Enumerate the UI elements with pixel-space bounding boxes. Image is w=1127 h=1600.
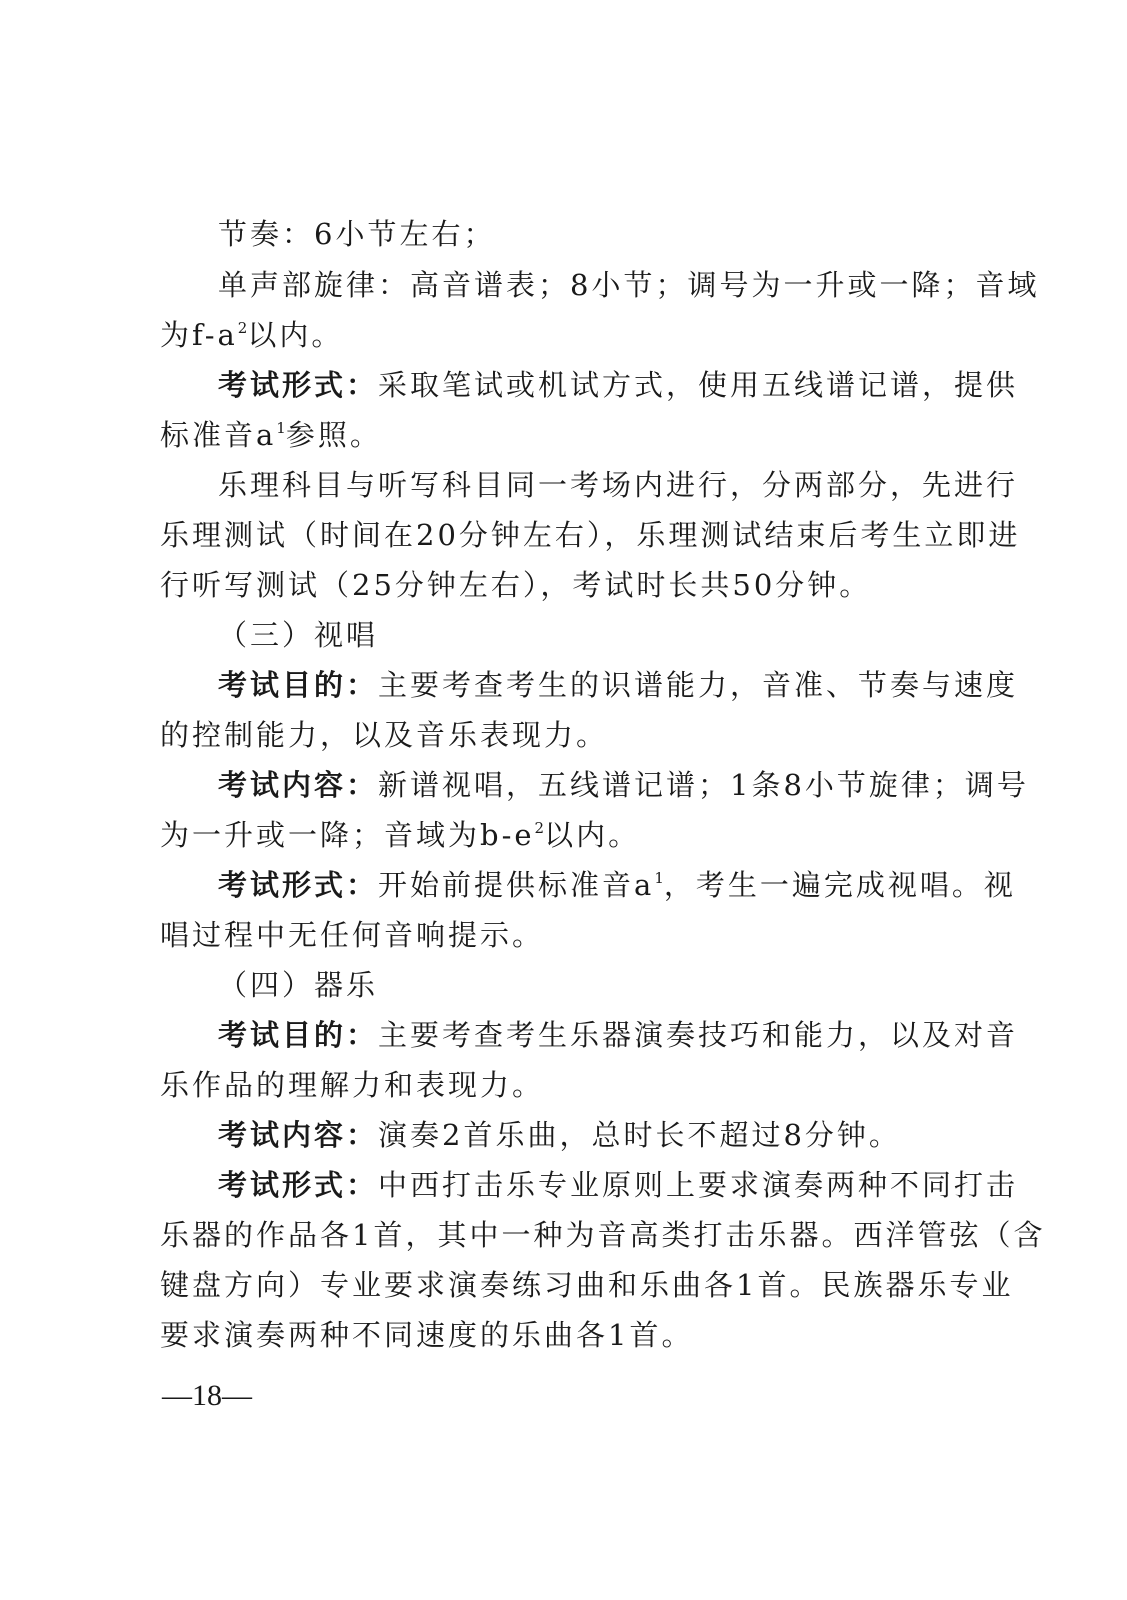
dictation-form-suffix: 参照。 (285, 418, 382, 452)
dictation-form-line-2 (160, 417, 950, 453)
sight-singing-form-line-2: 唱过程中无任何音响提示。 (160, 918, 545, 952)
instrumental-purpose-line-2: 乐作品的理解力和表现力。 (160, 1068, 545, 1102)
instrumental-form-line-4: 要求演奏两种不同速度的乐曲各1首。 (160, 1318, 694, 1352)
instrumental-purpose-text: 主要考查考生乐器演奏技巧和能力，以及对音 (378, 1018, 1019, 1052)
sight-singing-form-superscript: 1 (654, 869, 664, 887)
page-number: —18— (162, 1379, 252, 1412)
section-heading-instrumental: （四）器乐 (218, 968, 379, 1002)
instrumental-form-line-3: 键盘方向）专业要求演奏练习曲和乐曲各1首。民族器乐专业 (160, 1268, 1014, 1302)
sight-singing-range-text: 为一升或一降；音域为b-e (160, 818, 535, 852)
dictation-form-label: 考试形式： (218, 368, 379, 402)
dictation-form-text: 采取笔试或机试方式，使用五线谱记谱，提供 (378, 368, 1019, 402)
rhythm-line: 节奏：6小节左右； (218, 217, 496, 251)
sight-singing-purpose-line-1 (218, 667, 1019, 703)
sight-singing-content-label: 考试内容： (218, 768, 379, 802)
arrangement-line-3: 行听写测试（25分钟左右），考试时长共50分钟。 (160, 568, 872, 602)
melody-line-2 (160, 317, 950, 353)
melody-range-text: 为f-a (160, 318, 238, 352)
sight-singing-purpose-label: 考试目的： (218, 668, 379, 702)
arrangement-line-1: 乐理科目与听写科目同一考场内进行，分两部分，先进行 (218, 468, 1019, 502)
instrumental-form-line-1 (218, 1167, 1019, 1203)
sight-singing-form-suffix: ，考生一遍完成视唱。视 (663, 868, 1016, 902)
melody-range-suffix: 以内。 (247, 318, 344, 352)
sight-singing-purpose-text: 主要考查考生的识谱能力，音准、节奏与速度 (378, 668, 1019, 702)
melody-range-superscript: 2 (237, 319, 248, 337)
instrumental-purpose-label: 考试目的： (218, 1018, 379, 1052)
sight-singing-form-line-1 (218, 867, 1016, 903)
instrumental-purpose-line-1 (218, 1017, 1019, 1053)
sight-singing-purpose-line-2: 的控制能力，以及音乐表现力。 (160, 718, 609, 752)
melody-line-1: 单声部旋律：高音谱表；8小节；调号为一升或一降；音域 (218, 268, 1040, 302)
dictation-form-superscript: 1 (276, 419, 286, 437)
sight-singing-content-line-2 (160, 817, 950, 853)
sight-singing-range-superscript: 2 (534, 819, 545, 837)
section-heading-sight-singing: （三）视唱 (218, 618, 379, 652)
dictation-form-line-1 (218, 367, 1019, 403)
instrumental-form-label: 考试形式： (218, 1168, 379, 1202)
sight-singing-range-suffix: 以内。 (544, 818, 641, 852)
instrumental-content-text: 演奏2首乐曲，总时长不超过8分钟。 (378, 1118, 901, 1152)
arrangement-line-2: 乐理测试（时间在20分钟左右），乐理测试结束后考生立即进 (160, 518, 1021, 552)
sight-singing-form-label: 考试形式： (218, 868, 379, 902)
instrumental-content-label: 考试内容： (218, 1118, 379, 1152)
dictation-form-pitch-text: 标准音a (160, 418, 277, 452)
instrumental-form-text: 中西打击乐专业原则上要求演奏两种不同打击 (378, 1168, 1019, 1202)
sight-singing-form-text: 开始前提供标准音a (378, 868, 655, 902)
instrumental-content-line (218, 1117, 950, 1153)
instrumental-form-line-2: 乐器的作品各1首，其中一种为音高类打击乐器。西洋管弦（含 (160, 1218, 1046, 1252)
sight-singing-content-line-1 (218, 767, 1029, 803)
sight-singing-content-text: 新谱视唱，五线谱记谱；1条8小节旋律；调号 (378, 768, 1029, 802)
